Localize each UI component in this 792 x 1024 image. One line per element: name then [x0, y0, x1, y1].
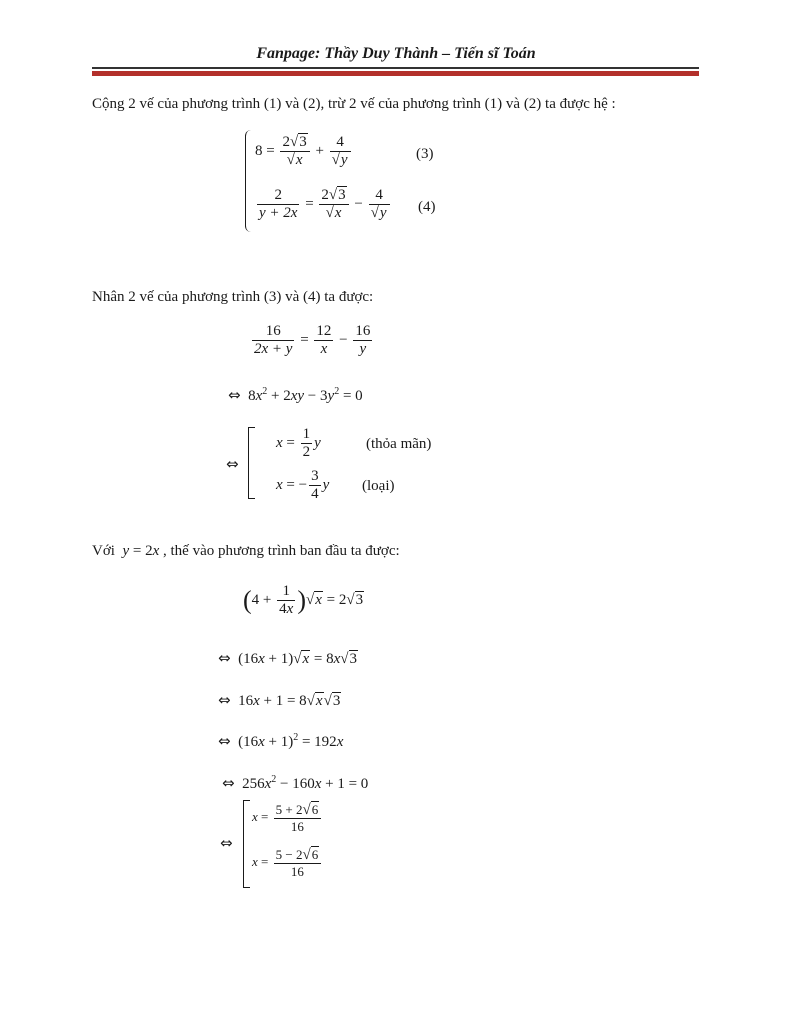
solution-plus: x = $\frac{5 + 2√6}{16}$: [252, 802, 323, 834]
label-rejected: (loại): [362, 478, 395, 494]
with-suffix: , thế vào phương trình ban đầu ta được:: [163, 543, 400, 559]
iff-symbol-final: ⇔: [220, 834, 233, 852]
header-rule-dark: [92, 67, 699, 69]
system-brace: [245, 130, 254, 232]
page-header: Fanpage: Thầy Duy Thành – Tiến sĩ Toán: [256, 45, 536, 62]
equation-3: 8 = $\frac{2√3}{√x}$ + $\frac{4}{√y}$: [255, 134, 353, 169]
substitution-paragraph: Với y = 2x , thế vào phương trình ban đầu ta được:: [92, 543, 400, 559]
iff-symbol: ⇔: [226, 455, 239, 473]
case-x-neg-three-quarter-y: x = − $\frac{3}{4}$ y: [276, 468, 330, 502]
equation-4-number: (4): [418, 199, 436, 215]
step-4: ⇔ $256x^2 - 160x + 1 = 0$: [222, 774, 369, 792]
step-1: ⇔ (16x + 1)√x = 8x√3: [218, 649, 357, 667]
quadratic-equation: ⇔ $8x^2 + 2xy - 3y^2 = 0$: [228, 386, 363, 404]
case-x-half-y: x = $\frac{1}{2}$ y: [276, 426, 321, 460]
product-equation: $\frac{16}{2x + y}$ = $\frac{12}{x}$ − $\frac{16}{y}$: [254, 323, 371, 357]
intro-paragraph: Cộng 2 vế của phương trình (1) và (2), trừ 2 vế của phương trình (1) và (2) ta được hệ :: [92, 96, 616, 112]
final-bracket: [243, 800, 250, 888]
with-prefix: Với: [92, 543, 115, 559]
label-satisfied: (thỏa mãn): [366, 436, 432, 452]
header-rule-red: [92, 71, 699, 76]
case-bracket: [248, 427, 255, 499]
step-2: ⇔ 16x + 1 = 8√x√3: [218, 691, 341, 709]
substituted-equation: (4 + $\frac{1}{4x}$ )√x = 2√3: [243, 583, 364, 617]
solution-minus: x = $\frac{5 - 2√6}{16}$: [252, 847, 323, 879]
step-3: ⇔ $(16x + 1)^2 = 192x$: [218, 732, 344, 750]
multiply-paragraph: Nhân 2 vế của phương trình (3) và (4) ta được:: [92, 289, 374, 305]
equation-3-number: (3): [416, 146, 434, 162]
equation-4: $\frac{2}{y + 2x}$ = $\frac{2√3}{√x}$ − $\frac{4}{√y}$: [255, 187, 392, 222]
